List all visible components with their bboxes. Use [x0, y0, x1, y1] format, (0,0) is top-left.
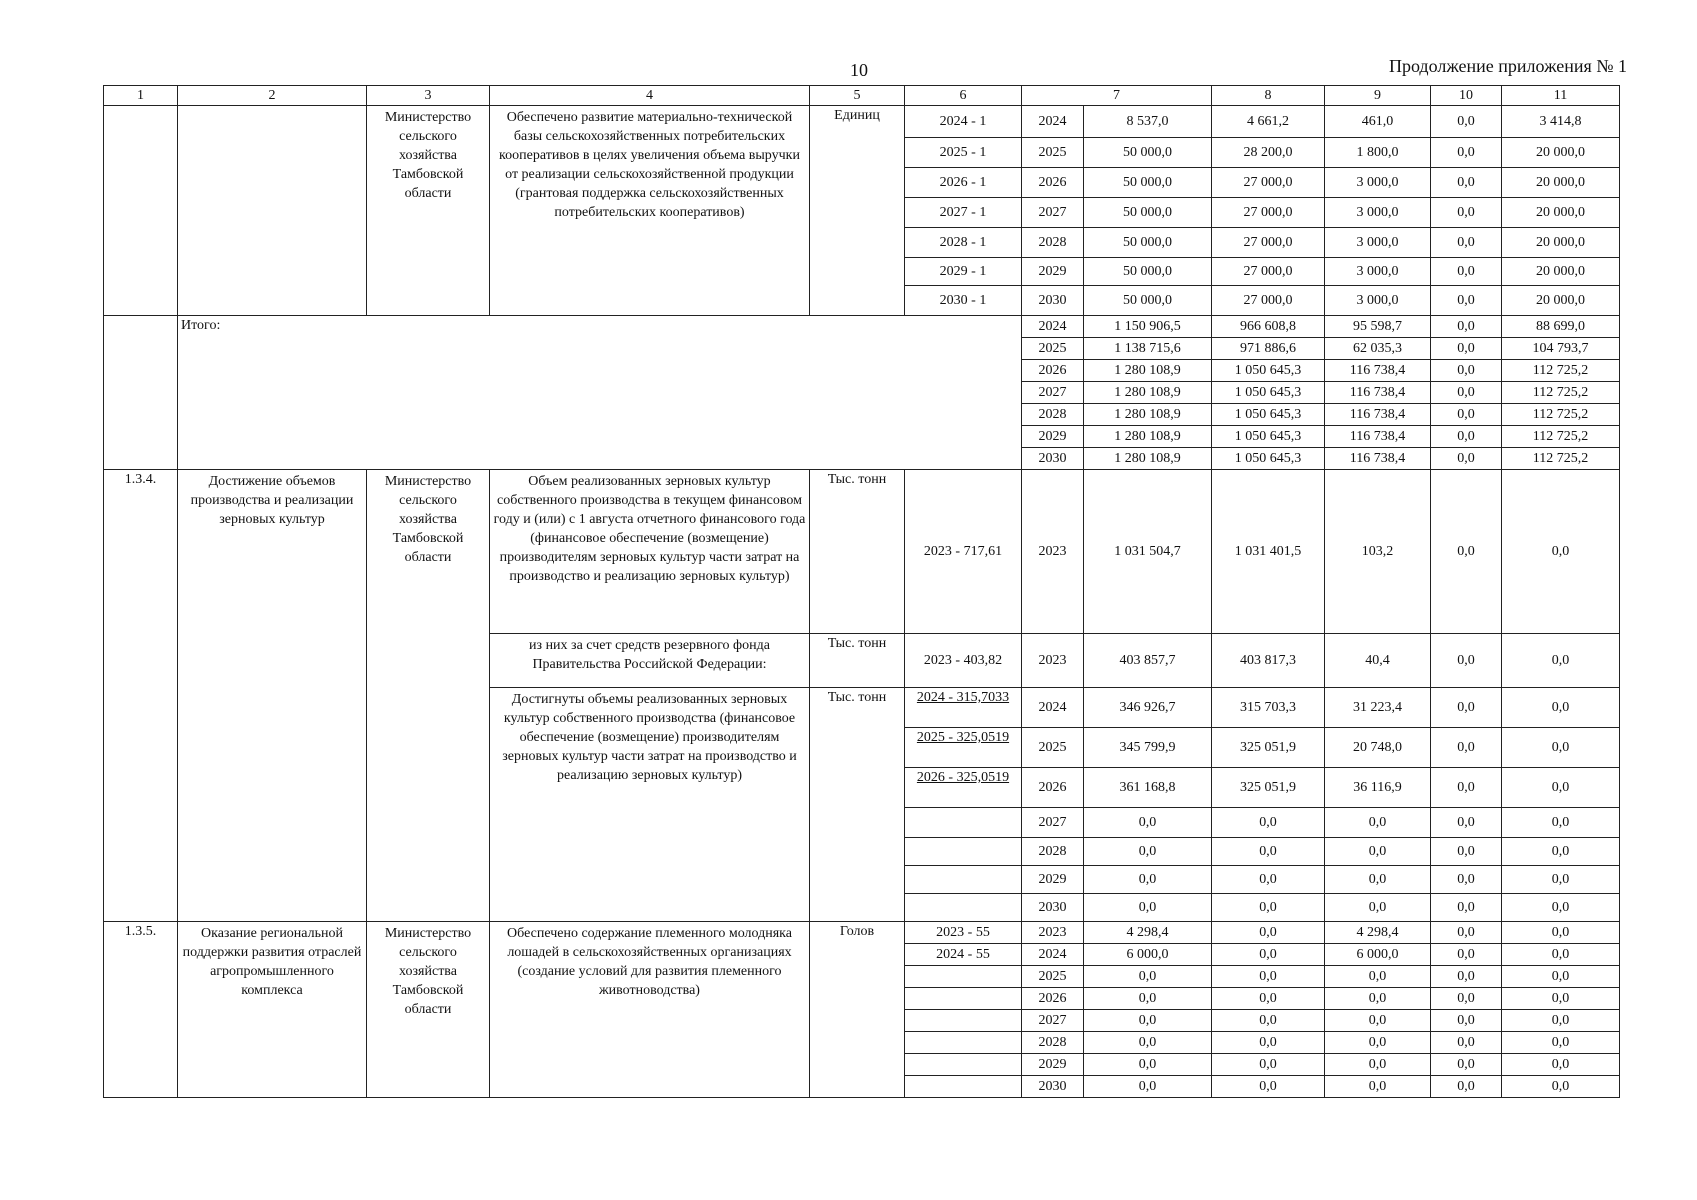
year-cell: 2029 [1022, 1054, 1084, 1076]
year-cell: 2030 [1022, 448, 1084, 470]
federal-cell: 0,0 [1212, 1010, 1325, 1032]
col-header: 3 [367, 86, 490, 106]
other-cell: 0,0 [1502, 894, 1620, 922]
federal-cell: 315 703,3 [1212, 688, 1325, 728]
result-cell: из них за счет средств резервного фонда Правительства Российской Федерации: [490, 634, 810, 688]
regional-cell: 95 598,7 [1325, 316, 1431, 338]
target-cell: 2023 - 717,61 [905, 470, 1022, 634]
target-cell: 2023 - 55 [905, 922, 1022, 944]
local-cell: 0,0 [1431, 258, 1502, 286]
target-cell: 2026 - 1 [905, 168, 1022, 198]
other-cell: 20 000,0 [1502, 168, 1620, 198]
regional-cell: 3 000,0 [1325, 286, 1431, 316]
federal-cell: 1 050 645,3 [1212, 360, 1325, 382]
other-cell: 112 725,2 [1502, 360, 1620, 382]
year-cell: 2025 [1022, 966, 1084, 988]
year-cell: 2026 [1022, 168, 1084, 198]
regional-cell: 3 000,0 [1325, 228, 1431, 258]
federal-cell: 0,0 [1212, 894, 1325, 922]
federal-cell: 325 051,9 [1212, 728, 1325, 768]
federal-cell: 27 000,0 [1212, 286, 1325, 316]
local-cell: 0,0 [1431, 198, 1502, 228]
unit-cell: Единиц [810, 106, 905, 316]
other-cell: 0,0 [1502, 838, 1620, 866]
total-cell: 0,0 [1084, 966, 1212, 988]
unit-cell: Голов [810, 922, 905, 1098]
local-cell: 0,0 [1431, 404, 1502, 426]
federal-cell: 0,0 [1212, 922, 1325, 944]
executor-cell: Министерство сельского хозяйства Тамбовской области [367, 922, 490, 1098]
other-cell: 112 725,2 [1502, 426, 1620, 448]
target-cell [905, 988, 1022, 1010]
year-cell: 2024 [1022, 688, 1084, 728]
year-cell: 2027 [1022, 382, 1084, 404]
year-cell: 2026 [1022, 988, 1084, 1010]
federal-cell: 1 050 645,3 [1212, 426, 1325, 448]
local-cell: 0,0 [1431, 728, 1502, 768]
other-cell: 112 725,2 [1502, 382, 1620, 404]
regional-cell: 116 738,4 [1325, 404, 1431, 426]
federal-cell: 0,0 [1212, 1032, 1325, 1054]
federal-cell: 1 050 645,3 [1212, 404, 1325, 426]
header-row [104, 86, 1620, 106]
year-cell: 2029 [1022, 866, 1084, 894]
year-cell: 2030 [1022, 894, 1084, 922]
total-cell: 1 150 906,5 [1084, 316, 1212, 338]
federal-cell: 27 000,0 [1212, 228, 1325, 258]
target-cell [905, 1076, 1022, 1098]
regional-cell: 116 738,4 [1325, 448, 1431, 470]
target-cell: 2023 - 403,82 [905, 634, 1022, 688]
local-cell: 0,0 [1431, 1010, 1502, 1032]
year-cell: 2025 [1022, 138, 1084, 168]
target-cell: 2024 - 55 [905, 944, 1022, 966]
target-cell [905, 1054, 1022, 1076]
year-cell: 2025 [1022, 728, 1084, 768]
regional-cell: 3 000,0 [1325, 168, 1431, 198]
other-cell: 0,0 [1502, 988, 1620, 1010]
table-row [104, 106, 1620, 138]
year-cell: 2025 [1022, 338, 1084, 360]
total-label: Итого: [178, 316, 1022, 470]
other-cell: 0,0 [1502, 768, 1620, 808]
other-cell: 0,0 [1502, 944, 1620, 966]
name-cell [178, 106, 367, 316]
total-cell: 361 168,8 [1084, 768, 1212, 808]
other-cell: 0,0 [1502, 866, 1620, 894]
local-cell: 0,0 [1431, 382, 1502, 404]
local-cell: 0,0 [1431, 922, 1502, 944]
local-cell: 0,0 [1431, 360, 1502, 382]
regional-cell: 0,0 [1325, 1032, 1431, 1054]
regional-cell: 6 000,0 [1325, 944, 1431, 966]
total-cell: 50 000,0 [1084, 228, 1212, 258]
other-cell: 104 793,7 [1502, 338, 1620, 360]
total-cell: 0,0 [1084, 988, 1212, 1010]
regional-cell: 20 748,0 [1325, 728, 1431, 768]
result-cell: Объем реализованных зерновых культур собственного производства в текущем финансовом году и (или) с 1 августа отчетного финансового года (финансовое обеспечение (возмещение) производителям зерновых культур части затрат на производство и реализацию зерновых культур) [490, 470, 810, 634]
num-cell: 1.3.4. [104, 470, 178, 922]
target-cell [905, 1032, 1022, 1054]
total-cell: 1 138 715,6 [1084, 338, 1212, 360]
local-cell: 0,0 [1431, 894, 1502, 922]
total-cell: 1 031 504,7 [1084, 470, 1212, 634]
regional-cell: 103,2 [1325, 470, 1431, 634]
year-cell: 2029 [1022, 426, 1084, 448]
unit-cell: Тыс. тонн [810, 634, 905, 688]
local-cell: 0,0 [1431, 316, 1502, 338]
local-cell: 0,0 [1431, 688, 1502, 728]
total-cell: 50 000,0 [1084, 258, 1212, 286]
other-cell: 112 725,2 [1502, 448, 1620, 470]
appendix-table [103, 85, 1620, 1098]
regional-cell: 0,0 [1325, 838, 1431, 866]
col-header: 4 [490, 86, 810, 106]
other-cell: 20 000,0 [1502, 138, 1620, 168]
total-cell: 0,0 [1084, 1010, 1212, 1032]
executor-cell: Министерство сельского хозяйства Тамбовской области [367, 470, 490, 922]
table-row [104, 470, 1620, 634]
other-cell: 20 000,0 [1502, 198, 1620, 228]
col-header: 6 [905, 86, 1022, 106]
num-cell [104, 316, 178, 470]
page-number: 10 [850, 60, 868, 80]
other-cell: 20 000,0 [1502, 228, 1620, 258]
federal-cell: 1 031 401,5 [1212, 470, 1325, 634]
other-cell: 0,0 [1502, 1054, 1620, 1076]
federal-cell: 27 000,0 [1212, 198, 1325, 228]
local-cell: 0,0 [1431, 634, 1502, 688]
total-cell: 0,0 [1084, 1032, 1212, 1054]
year-cell: 2028 [1022, 228, 1084, 258]
regional-cell: 116 738,4 [1325, 426, 1431, 448]
regional-cell: 3 000,0 [1325, 258, 1431, 286]
local-cell: 0,0 [1431, 1076, 1502, 1098]
result-cell: Обеспечено содержание племенного молодняка лошадей в сельскохозяйственных организациях (создание условий для развития племенного животноводства) [490, 922, 810, 1098]
total-cell: 0,0 [1084, 808, 1212, 838]
result-cell: Обеспечено развитие материально-технической базы сельскохозяйственных потребительских кооперативов в целях увеличения объема выручки от реализации сельскохозяйственной продукции (грантовая поддержка сельскохозяйственных потребительских кооперативов) [490, 106, 810, 316]
total-cell: 345 799,9 [1084, 728, 1212, 768]
other-cell: 0,0 [1502, 688, 1620, 728]
target-cell [905, 894, 1022, 922]
federal-cell: 27 000,0 [1212, 168, 1325, 198]
total-cell: 50 000,0 [1084, 168, 1212, 198]
table-row [104, 922, 1620, 944]
year-cell: 2027 [1022, 1010, 1084, 1032]
federal-cell: 0,0 [1212, 988, 1325, 1010]
target-cell: 2026 - 325,0519 [905, 768, 1022, 808]
target-cell [905, 1010, 1022, 1032]
year-cell: 2024 [1022, 106, 1084, 138]
year-cell: 2027 [1022, 808, 1084, 838]
name-cell: Оказание региональной поддержки развития отраслей агропромышленного комплекса [178, 922, 367, 1098]
local-cell: 0,0 [1431, 228, 1502, 258]
target-cell: 2024 - 315,7033 [905, 688, 1022, 728]
regional-cell: 116 738,4 [1325, 360, 1431, 382]
unit-cell: Тыс. тонн [810, 688, 905, 922]
col-header: 11 [1502, 86, 1620, 106]
local-cell: 0,0 [1431, 286, 1502, 316]
local-cell: 0,0 [1431, 448, 1502, 470]
target-cell: 2024 - 1 [905, 106, 1022, 138]
federal-cell: 403 817,3 [1212, 634, 1325, 688]
federal-cell: 1 050 645,3 [1212, 448, 1325, 470]
local-cell: 0,0 [1431, 838, 1502, 866]
target-cell: 2025 - 1 [905, 138, 1022, 168]
local-cell: 0,0 [1431, 426, 1502, 448]
year-cell: 2026 [1022, 768, 1084, 808]
other-cell: 112 725,2 [1502, 404, 1620, 426]
col-header: 8 [1212, 86, 1325, 106]
regional-cell: 0,0 [1325, 866, 1431, 894]
target-cell [905, 866, 1022, 894]
total-cell: 1 280 108,9 [1084, 360, 1212, 382]
regional-cell: 0,0 [1325, 988, 1431, 1010]
local-cell: 0,0 [1431, 866, 1502, 894]
year-cell: 2023 [1022, 634, 1084, 688]
regional-cell: 0,0 [1325, 1076, 1431, 1098]
local-cell: 0,0 [1431, 1032, 1502, 1054]
local-cell: 0,0 [1431, 966, 1502, 988]
federal-cell: 1 050 645,3 [1212, 382, 1325, 404]
total-cell: 0,0 [1084, 838, 1212, 866]
local-cell: 0,0 [1431, 338, 1502, 360]
regional-cell: 62 035,3 [1325, 338, 1431, 360]
year-cell: 2027 [1022, 198, 1084, 228]
target-cell: 2030 - 1 [905, 286, 1022, 316]
local-cell: 0,0 [1431, 988, 1502, 1010]
regional-cell: 40,4 [1325, 634, 1431, 688]
federal-cell: 966 608,8 [1212, 316, 1325, 338]
result-cell: Достигнуты объемы реализованных зерновых культур собственного производства (финансовое обеспечение (возмещение) производителям зерновых культур части затрат на производство и реализацию зерновых культур) [490, 688, 810, 922]
year-cell: 2023 [1022, 922, 1084, 944]
other-cell: 20 000,0 [1502, 258, 1620, 286]
col-header: 1 [104, 86, 178, 106]
federal-cell: 0,0 [1212, 966, 1325, 988]
local-cell: 0,0 [1431, 768, 1502, 808]
num-cell [104, 106, 178, 316]
federal-cell: 0,0 [1212, 944, 1325, 966]
federal-cell: 0,0 [1212, 1054, 1325, 1076]
target-cell: 2029 - 1 [905, 258, 1022, 286]
local-cell: 0,0 [1431, 168, 1502, 198]
local-cell: 0,0 [1431, 808, 1502, 838]
table-row [104, 316, 1620, 338]
local-cell: 0,0 [1431, 1054, 1502, 1076]
other-cell: 0,0 [1502, 1076, 1620, 1098]
other-cell: 0,0 [1502, 1032, 1620, 1054]
regional-cell: 0,0 [1325, 1010, 1431, 1032]
total-cell: 1 280 108,9 [1084, 404, 1212, 426]
total-cell: 0,0 [1084, 1054, 1212, 1076]
local-cell: 0,0 [1431, 106, 1502, 138]
year-cell: 2030 [1022, 1076, 1084, 1098]
regional-cell: 0,0 [1325, 808, 1431, 838]
federal-cell: 0,0 [1212, 808, 1325, 838]
target-cell [905, 838, 1022, 866]
regional-cell: 0,0 [1325, 966, 1431, 988]
year-cell: 2026 [1022, 360, 1084, 382]
local-cell: 0,0 [1431, 944, 1502, 966]
total-cell: 6 000,0 [1084, 944, 1212, 966]
total-cell: 346 926,7 [1084, 688, 1212, 728]
regional-cell: 0,0 [1325, 894, 1431, 922]
total-cell: 1 280 108,9 [1084, 426, 1212, 448]
federal-cell: 325 051,9 [1212, 768, 1325, 808]
year-cell: 2028 [1022, 404, 1084, 426]
col-header: 10 [1431, 86, 1502, 106]
other-cell: 20 000,0 [1502, 286, 1620, 316]
regional-cell: 1 800,0 [1325, 138, 1431, 168]
col-header: 2 [178, 86, 367, 106]
col-header: 7 [1022, 86, 1212, 106]
other-cell: 0,0 [1502, 728, 1620, 768]
federal-cell: 0,0 [1212, 1076, 1325, 1098]
year-cell: 2024 [1022, 316, 1084, 338]
other-cell: 0,0 [1502, 966, 1620, 988]
target-cell [905, 966, 1022, 988]
target-cell: 2027 - 1 [905, 198, 1022, 228]
total-cell: 0,0 [1084, 1076, 1212, 1098]
local-cell: 0,0 [1431, 138, 1502, 168]
total-cell: 1 280 108,9 [1084, 382, 1212, 404]
total-cell: 403 857,7 [1084, 634, 1212, 688]
regional-cell: 0,0 [1325, 1054, 1431, 1076]
total-cell: 8 537,0 [1084, 106, 1212, 138]
executor-cell: Министерство сельского хозяйства Тамбовской области [367, 106, 490, 316]
other-cell: 0,0 [1502, 634, 1620, 688]
other-cell: 0,0 [1502, 922, 1620, 944]
year-cell: 2030 [1022, 286, 1084, 316]
regional-cell: 116 738,4 [1325, 382, 1431, 404]
local-cell: 0,0 [1431, 470, 1502, 634]
regional-cell: 4 298,4 [1325, 922, 1431, 944]
year-cell: 2028 [1022, 838, 1084, 866]
total-cell: 0,0 [1084, 866, 1212, 894]
federal-cell: 0,0 [1212, 866, 1325, 894]
regional-cell: 36 116,9 [1325, 768, 1431, 808]
continuation-label: Продолжение приложения № 1 [1388, 56, 1627, 76]
total-cell: 50 000,0 [1084, 286, 1212, 316]
federal-cell: 28 200,0 [1212, 138, 1325, 168]
target-cell: 2025 - 325,0519 [905, 728, 1022, 768]
total-cell: 0,0 [1084, 894, 1212, 922]
other-cell: 88 699,0 [1502, 316, 1620, 338]
total-cell: 50 000,0 [1084, 198, 1212, 228]
target-cell: 2028 - 1 [905, 228, 1022, 258]
regional-cell: 31 223,4 [1325, 688, 1431, 728]
total-cell: 50 000,0 [1084, 138, 1212, 168]
year-cell: 2028 [1022, 1032, 1084, 1054]
col-header: 9 [1325, 86, 1431, 106]
num-cell: 1.3.5. [104, 922, 178, 1098]
col-header: 5 [810, 86, 905, 106]
target-cell [905, 808, 1022, 838]
name-cell: Достижение объемов производства и реализации зерновых культур [178, 470, 367, 922]
other-cell: 0,0 [1502, 1010, 1620, 1032]
total-cell: 4 298,4 [1084, 922, 1212, 944]
unit-cell: Тыс. тонн [810, 470, 905, 634]
total-cell: 1 280 108,9 [1084, 448, 1212, 470]
year-cell: 2024 [1022, 944, 1084, 966]
federal-cell: 4 661,2 [1212, 106, 1325, 138]
federal-cell: 971 886,6 [1212, 338, 1325, 360]
federal-cell: 27 000,0 [1212, 258, 1325, 286]
other-cell: 0,0 [1502, 470, 1620, 634]
year-cell: 2023 [1022, 470, 1084, 634]
regional-cell: 3 000,0 [1325, 198, 1431, 228]
federal-cell: 0,0 [1212, 838, 1325, 866]
other-cell: 0,0 [1502, 808, 1620, 838]
other-cell: 3 414,8 [1502, 106, 1620, 138]
year-cell: 2029 [1022, 258, 1084, 286]
regional-cell: 461,0 [1325, 106, 1431, 138]
